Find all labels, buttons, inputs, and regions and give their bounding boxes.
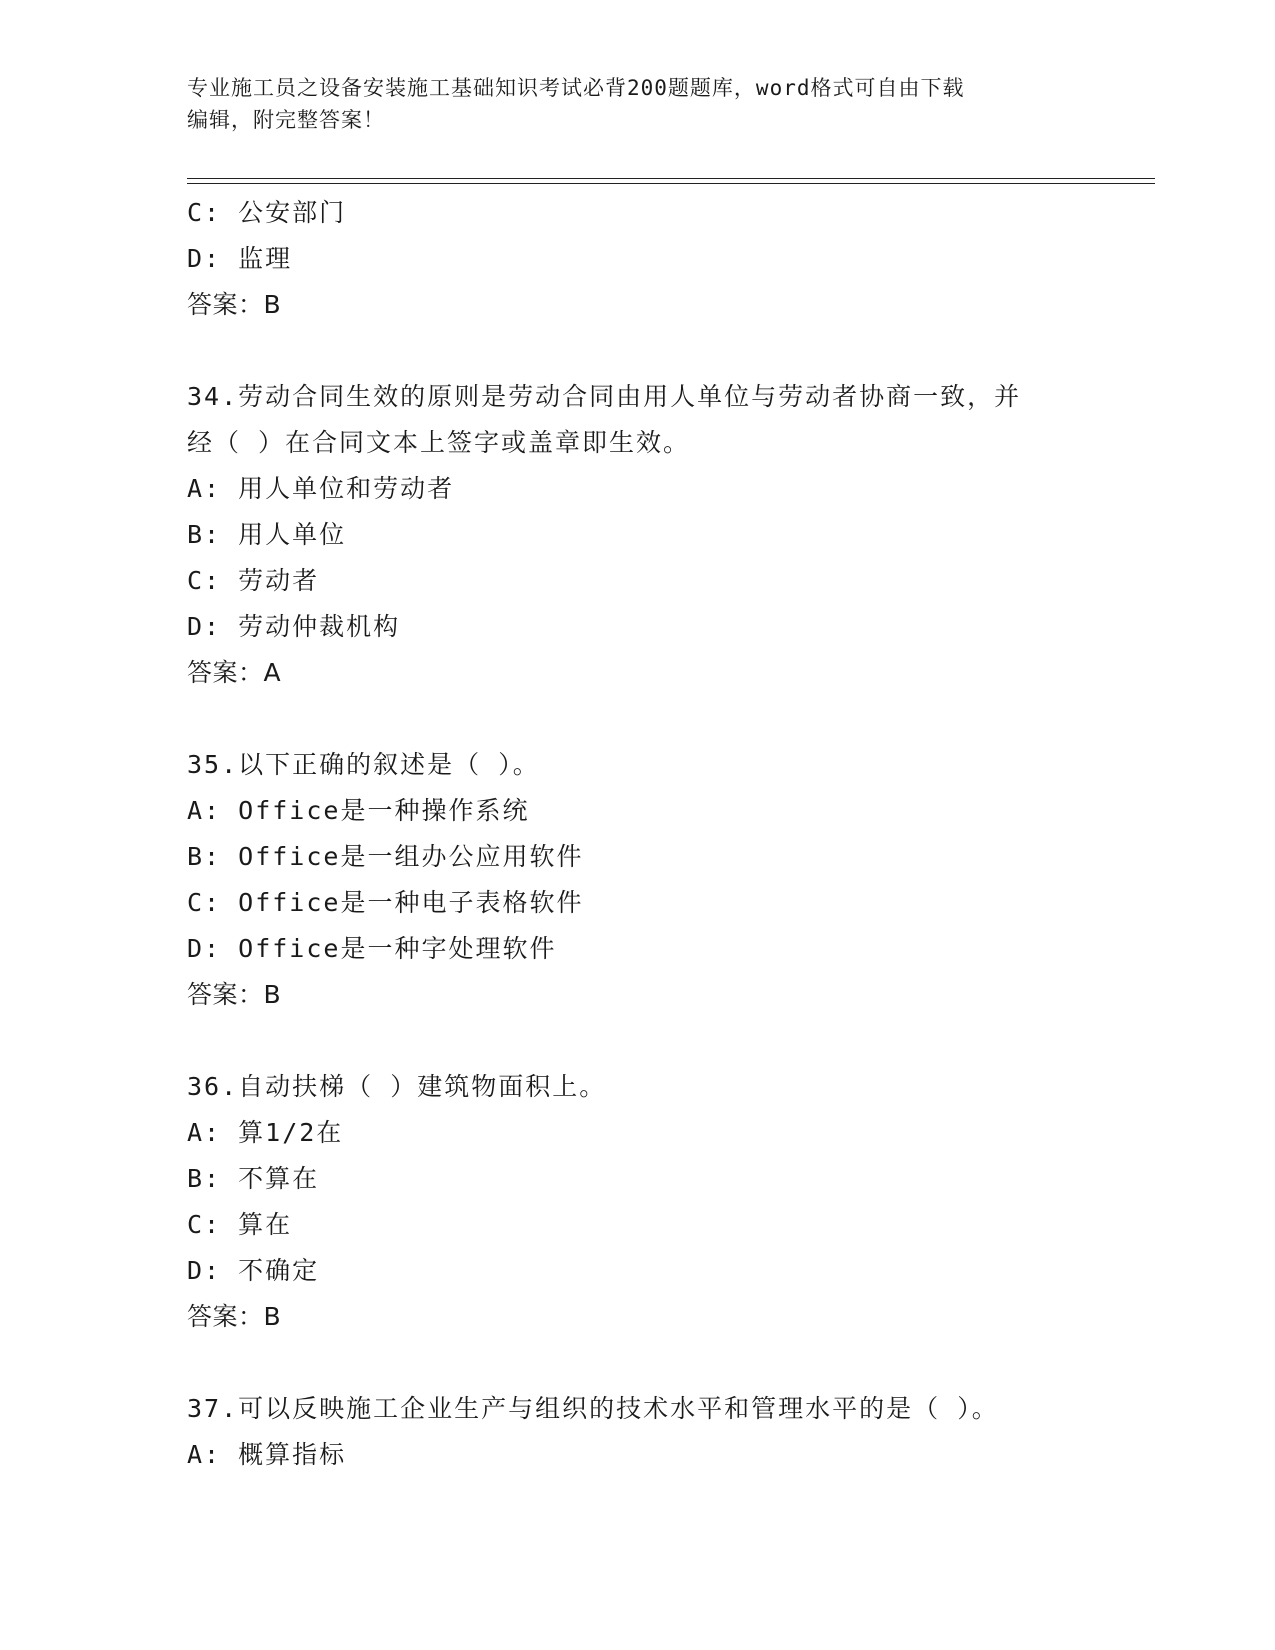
option-b: B: Office是一组办公应用软件 [187,842,584,871]
header-rule-bottom [187,183,1155,184]
option-c: C: 公安部门 [187,198,347,227]
answer-line: 答案：B [187,1302,282,1331]
spacer [187,696,1155,742]
option-c: C: Office是一种电子表格软件 [187,888,584,917]
question-stem: 34.劳动合同生效的原则是劳动合同由用人单位与劳动者协商一致，并 [187,382,1022,411]
spacer [187,328,1155,374]
spacer [187,1340,1155,1386]
header-rule-top [187,178,1155,179]
option-a: A: 概算指标 [187,1440,347,1469]
option-d: D: 监理 [187,244,293,273]
question-stem: 35.以下正确的叙述是（ ）。 [187,750,540,779]
document-header [187,72,1087,136]
document-body [187,190,1155,1478]
spacer [187,1018,1155,1064]
option-c: C: 劳动者 [187,566,320,595]
header-line-2: 编辑，附完整答案！ [187,108,385,132]
header-line-1: 专业施工员之设备安装施工基础知识考试必背200题题库，word格式可自由下载 [187,76,965,100]
option-b: B: 用人单位 [187,520,347,549]
option-b: B: 不算在 [187,1164,320,1193]
option-a: A: 算1/2在 [187,1118,344,1147]
question-37 [187,1386,1155,1478]
option-d: D: Office是一种字处理软件 [187,934,557,963]
question-stem: 36.自动扶梯（ ）建筑物面积上。 [187,1072,607,1101]
question-34 [187,374,1155,696]
option-c: C: 算在 [187,1210,293,1239]
option-d: D: 不确定 [187,1256,320,1285]
question-35 [187,742,1155,1018]
answer-line: 答案：B [187,290,282,319]
option-a: A: 用人单位和劳动者 [187,474,455,503]
answer-line: 答案：B [187,980,282,1009]
question-36 [187,1064,1155,1340]
previous-question-tail [187,190,1155,328]
option-d: D: 劳动仲裁机构 [187,612,401,641]
question-stem: 37.可以反映施工企业生产与组织的技术水平和管理水平的是（ ）。 [187,1394,999,1423]
answer-line: 答案：A [187,658,282,687]
option-a: A: Office是一种操作系统 [187,796,530,825]
question-stem-continued: 经（ ）在合同文本上签字或盖章即生效。 [187,428,691,457]
